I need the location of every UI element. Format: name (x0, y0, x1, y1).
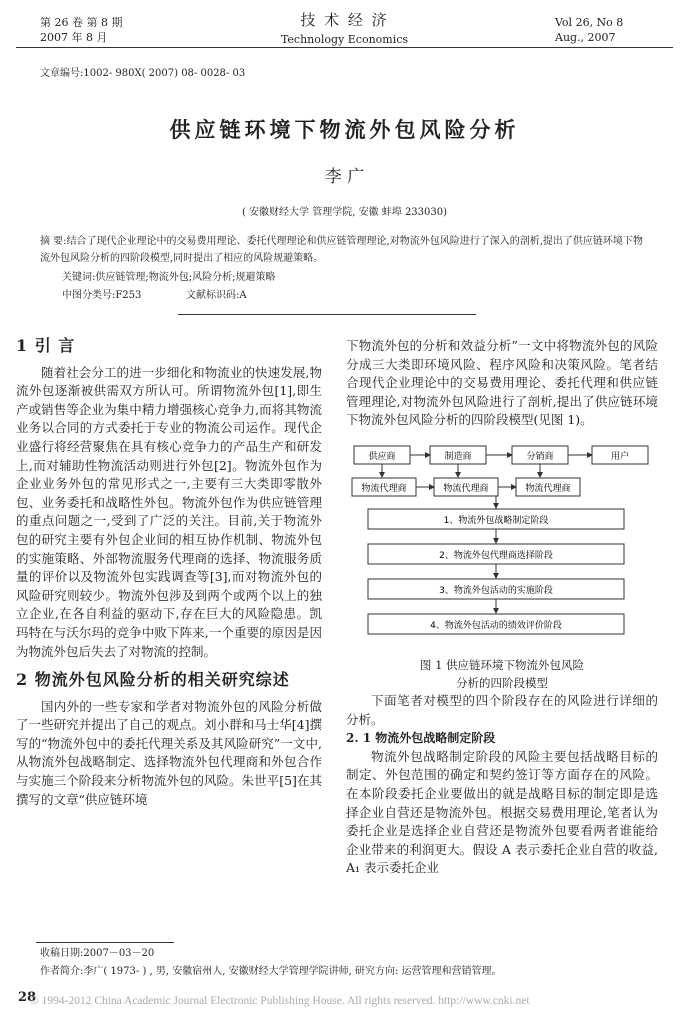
stage-1-label: 1、物流外包战略制定阶段 (443, 515, 549, 526)
section-1-heading: 1 引 言 (16, 336, 76, 355)
journal-title-en: Technology Economics (280, 33, 409, 46)
abstract-divider (178, 314, 476, 315)
section-2-heading: 2 物流外包风险分析的相关研究综述 (16, 670, 290, 690)
logistics-agent-label: 物流代理商 (525, 483, 571, 494)
abstract: 摘 要:结合了现代企业理论中的交易费用理论、委托代理理论和供应链管理理论,对物流外包风险进行了深入的剖析,提出了供应链环境下物流外包风险分析的四阶段模型,同时提出了相应的风险规避策略。 (40, 236, 643, 264)
section-2-1-heading: 2. 1 物流外包战略制定阶段 (346, 731, 496, 746)
page-number: 28 (18, 990, 37, 1005)
figure-caption-line-1: 图 1 供应链环境下物流外包风险 (419, 657, 585, 672)
user-label: 用户 (610, 451, 630, 462)
manufacturer-label: 制造商 (444, 451, 472, 462)
date-en: Aug., 2007 (555, 31, 616, 44)
article-title: 供应链环境下物流外包风险分析 (169, 117, 520, 142)
document-code: 文献标识码:A (186, 290, 247, 301)
header-rule (16, 47, 673, 48)
date-cn: 2007 年 8 月 (40, 31, 108, 44)
journal-title-cn: 技 术 经 济 (300, 11, 389, 29)
volume-issue-en: Vol 26, No 8 (555, 16, 624, 29)
left-column (16, 337, 322, 809)
classification-number: 中图分类号:F253 (62, 290, 142, 301)
right-column (346, 337, 658, 878)
affiliation: ( 安徽财经大学 管理学院, 安徽 蚌埠 233030) (241, 207, 448, 218)
logistics-agent-label: 物流代理商 (443, 483, 489, 494)
copyright-watermark: © 1994-2012 China Academic Journal Electronic Publishing House. All rights reserved. http://www.cnki.net (30, 995, 530, 1007)
supplier-label: 供应商 (368, 451, 396, 462)
article-number: 文章编号:1002- 980X( 2007) 08- 0028- 03 (40, 68, 246, 79)
stage-4-label: 4、物流外包活动的绩效评价阶段 (430, 620, 562, 631)
right-paragraph-1: 下物流外包的分析和效益分析”一文中将物流外包的风险分成三大类即环境风险、程序风险和决策风险。笔者结合现代企业理论中的交易费用理论、委托代理和供应链管理理论,对物流外包风险进行了剖析,提出了供应链环境下物流外包风险分析的四阶段模型(见图 1)。 (346, 338, 658, 428)
section-1-paragraph: 随着社会分工的进一步细化和物流业的快速发展,物流外包逐渐被供需双方所认可。所谓物流外包[1],即生产或销售等企业为集中精力增强核心竞争力,而将其物流业务以合同的方式委托于专业的物流公司运作。现代企业盛行将经营聚焦在具有核心竞争力的产品生产和研发上,而对辅助性物流活动则进行外包[2]。物流外包作为企业业务外包的常见形式之一,主要有三大类即零散外包、业务委托和战略性外包。物流外包作为供应链管理的重点问题之一,受到了广泛的关注。目前,关于物流外包的研究主要有外包企业间的相互协作机制、物流外包的实施策略、外部物流服务代理商的选择、物流服务质量的评价以及物流外包实践调查等[3],而对物流外包的风险研究则较少。物流外包涉及到两个或两个以上的独立企业,在各自利益的驱动下,存在巨大的风险隐患。凯玛特在与沃尔玛的竞争中败下阵来,一个重要的原因是因为物流外包后失去了对物流的控制。 (16, 364, 322, 659)
distributor-label: 分销商 (526, 451, 554, 462)
right-paragraph-2: 下面笔者对模型的四个阶段存在的风险进行详细的分析。 (346, 692, 658, 727)
right-paragraph-3: 物流外包战略制定阶段的风险主要包括战略目标的制定、外包范围的确定和契约签订等方面存在的风险。在本阶段委托企业要做出的就是战略目标的制定即是选择企业自营还是物流外包。根据交易费用理论,笔者认为委托企业是选择企业自营还是物流外包要看两者谁能给企业带来的利润更大。假设 A 表示委托企业自营的收益, A₁ 表示委托企业 (346, 748, 658, 876)
section-2-paragraph: 国内外的一些专家和学者对物流外包的风险分析做了一些研究并提出了自己的观点。刘小群和马士华[4]撰写的“物流外包中的委托代理关系及其风险研究”一文中,从物流外包战略制定、选择物流外包代理商和外包合作与实施三个阶段来分析物流外包的风险。朱世平[5]在其撰写的文章“供应链环境 (16, 698, 322, 807)
stage-2-label: 2、物流外包代理商选择阶段 (439, 550, 553, 561)
volume-issue-cn: 第 26 卷 第 8 期 (40, 16, 123, 29)
four-stage-model-figure (346, 442, 658, 650)
logistics-agent-label: 物流代理商 (361, 483, 407, 494)
keywords: 关键词:供应链管理;物流外包;风险分析;规避策略 (62, 272, 276, 283)
received-date: 收稿日期:2007－03－20 (40, 948, 155, 959)
figure-caption-line-2: 分析的四阶段模型 (456, 675, 548, 690)
author-name: 李 广 (324, 167, 365, 187)
stage-3-label: 3、物流外包活动的实施阶段 (439, 585, 553, 596)
author-bio: 作者简介:李广( 1973- ) , 男, 安徽宿州人, 安徽财经大学管理学院讲师, 研究方向: 运营管理和营销管理。 (40, 966, 502, 977)
footnote-rule (36, 942, 174, 943)
